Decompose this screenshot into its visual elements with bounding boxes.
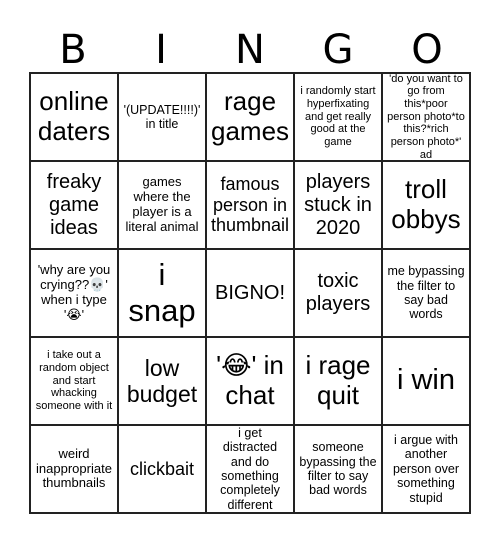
bingo-cell[interactable] — [206, 161, 294, 249]
cell-text: someone bypassing the filter to say bad words — [299, 440, 377, 498]
header-letter-g: G — [322, 27, 354, 73]
header-letter-n: N — [235, 27, 265, 73]
cell-text: i randomly start hyperfixating and get really good at the game — [300, 85, 376, 148]
bingo-cell[interactable] — [30, 249, 118, 337]
bingo-cell[interactable] — [30, 425, 118, 513]
cell-text: i get distracted and do something completely different — [220, 425, 280, 512]
cell-text: 'do you want to go from this*poor person photo*to this?*rich person photo*' ad — [387, 73, 465, 161]
bingo-cell[interactable] — [382, 73, 470, 161]
bingo-cell[interactable] — [294, 73, 382, 161]
header-letter-o: O — [411, 27, 443, 73]
cell-text: '😂' in chat — [216, 350, 284, 410]
cell-text: rage games — [210, 86, 290, 146]
bingo-cell[interactable] — [30, 337, 118, 425]
cell-text: low budget — [126, 354, 198, 407]
cell-text: weird inappropriate thumbnails — [36, 445, 112, 491]
cell-text: clickbait — [129, 458, 195, 479]
bingo-cell[interactable] — [382, 161, 470, 249]
cell-text: games where the player is a literal animal — [125, 174, 199, 234]
cell-text: online daters — [37, 86, 111, 146]
cell-text: 'why are you crying??💀' when i type '😭' — [37, 262, 111, 322]
cell-text: me bypassing the filter to say bad words — [387, 264, 465, 322]
bingo-cell[interactable] — [382, 425, 470, 513]
cell-text: i win — [396, 364, 455, 397]
bingo-cell[interactable] — [294, 425, 382, 513]
cell-text: famous person in thumbnail — [210, 173, 290, 236]
cell-text: BIGNO! — [214, 281, 285, 304]
bingo-cell[interactable] — [118, 73, 206, 161]
header-letter-b: B — [59, 27, 87, 73]
cell-text: players stuck in 2020 — [304, 170, 372, 239]
bingo-cell[interactable] — [206, 337, 294, 425]
cell-text: freaky game ideas — [46, 170, 102, 239]
bingo-cell[interactable] — [118, 337, 206, 425]
cell-text: troll obbys — [391, 174, 461, 234]
cell-text: toxic players — [305, 270, 371, 315]
bingo-cell[interactable] — [294, 249, 382, 337]
cell-text: i take out a random object and start whacking someone with it — [35, 349, 113, 412]
bingo-cell[interactable] — [118, 249, 206, 337]
cell-text: i snap — [128, 257, 196, 328]
bingo-cell[interactable] — [118, 161, 206, 249]
cell-text: '(UPDATE!!!!)' in title — [123, 102, 201, 131]
bingo-cell[interactable] — [382, 249, 470, 337]
bingo-board — [29, 72, 471, 514]
bingo-cell[interactable] — [30, 161, 118, 249]
bingo-cell[interactable] — [206, 249, 294, 337]
bingo-cell[interactable] — [206, 425, 294, 513]
bingo-cell[interactable] — [206, 73, 294, 161]
cell-text: i argue with another person over something stupid — [392, 433, 459, 505]
bingo-cell[interactable] — [118, 425, 206, 513]
header-letter-i: I — [155, 27, 167, 73]
bingo-cell[interactable] — [294, 161, 382, 249]
cell-text: i rage quit — [305, 350, 371, 410]
bingo-cell[interactable] — [382, 337, 470, 425]
bingo-cell[interactable] — [30, 73, 118, 161]
bingo-cell[interactable] — [294, 337, 382, 425]
bingo-header — [29, 28, 471, 72]
